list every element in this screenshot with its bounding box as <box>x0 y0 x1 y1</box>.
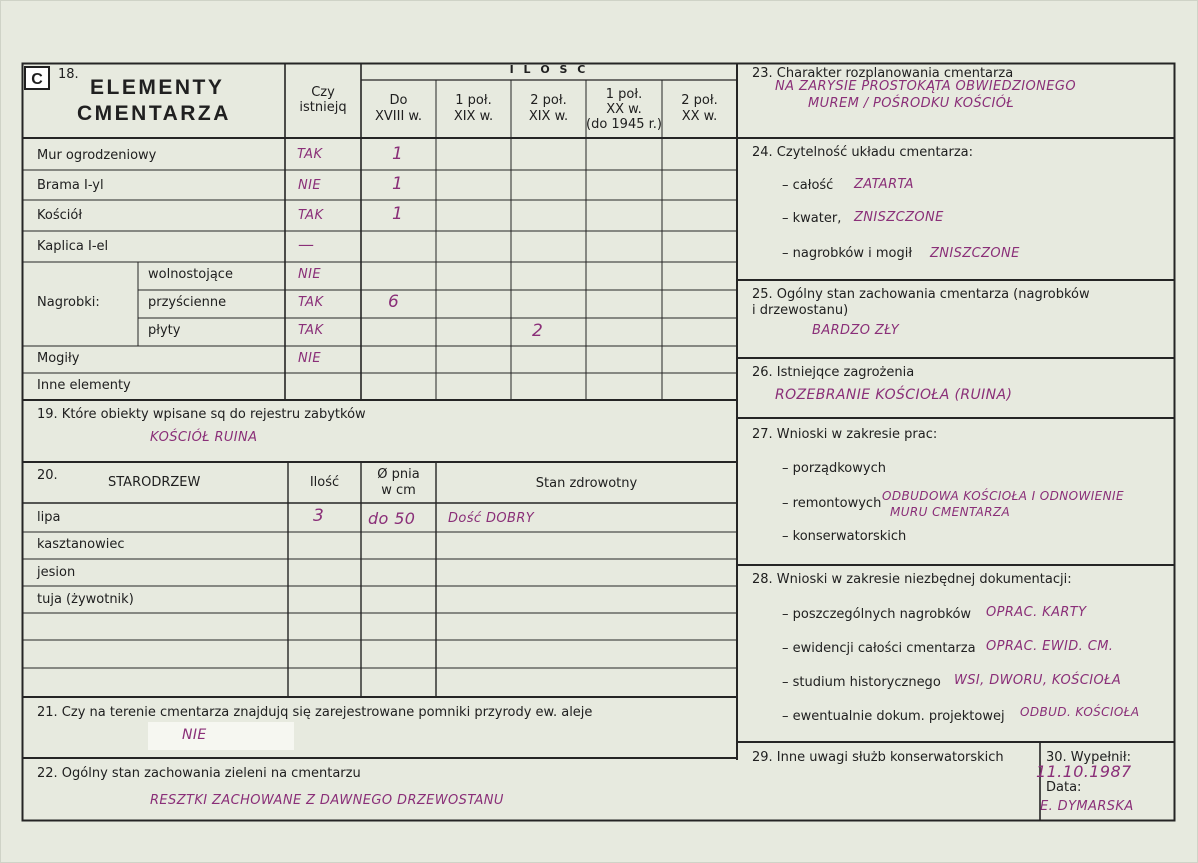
s28-studium: – studium historycznego <box>782 675 941 690</box>
s24-label: 24. Czytelność układu cmentarza: <box>752 145 974 160</box>
col-1pol-xix-line1: 1 poł. <box>455 93 492 108</box>
tree-row-lipa: lipa <box>37 510 61 525</box>
s28-poszczegolnych-answer: OPRAC. KARTY <box>986 605 1087 620</box>
tree-pnia-lipa: do 50 <box>368 509 416 528</box>
s27-remontowych-answer2: MURU CMENTARZA <box>890 505 1011 519</box>
row-label-przyscienne: przyścienne <box>148 295 227 310</box>
s20-title: STARODRZEW <box>108 475 201 490</box>
row-label-mogily: Mogiły <box>37 351 80 366</box>
s25-answer: BARDZO ZŁY <box>812 323 900 338</box>
col-xviii-line1: Do <box>389 93 408 108</box>
s18-col-exists: Czy istniejq <box>299 85 347 115</box>
s30-date-label: Data: <box>1046 780 1082 795</box>
s20-col-ilosc: Ilość <box>309 475 340 490</box>
col-2pol-xx-line2: XX w. <box>681 109 718 124</box>
s28-ewidencji: – ewidencji całości cmentarza <box>782 641 976 656</box>
s20-col-stan: Stan zdrowotny <box>535 476 638 491</box>
tree-row-kasztanowiec: kasztanowiec <box>37 537 125 552</box>
row-label-wolnostojace: wolnostojące <box>148 267 233 282</box>
s18-title-line1: ELEMENTY <box>90 76 225 99</box>
s19-label: 19. Które obiekty wpisane sq do rejestru zabytków <box>37 407 366 422</box>
s24-calosc-label: – całość <box>782 178 834 193</box>
s24-nagrobkow-label: – nagrobków i mogił <box>782 246 913 261</box>
row-exists-kaplica: — <box>298 235 315 254</box>
row-xviii-brama: 1 <box>392 174 404 194</box>
s28-label: 28. Wnioski w zakresie niezbędnej dokumentacji: <box>752 572 1072 587</box>
row-xviii-kosciol: 1 <box>392 204 404 224</box>
row-xix2-plyty: 2 <box>532 321 544 341</box>
s24-kwater-label: – kwater, <box>782 211 842 226</box>
row-label-kosciol: Kościół <box>37 208 83 223</box>
row-exists-mur: TAK <box>297 147 323 162</box>
s22-answer: RESZTKI ZACHOWANE Z DAWNEGO DRZEWOSTANU <box>150 793 504 808</box>
s27-remontowych: – remontowych <box>782 496 882 511</box>
s18-title-line2: CMENTARZA <box>77 102 231 125</box>
row-exists-plyty: TAK <box>298 323 324 338</box>
s23-label: 23. Charakter rozplanowania cmentarza <box>752 66 1014 81</box>
s23-answer-line2: MUREM / POŚRODKU KOŚCIÓŁ <box>808 96 1015 111</box>
s24-kwater-answer: ZNISZCZONE <box>854 210 944 225</box>
tree-row-jesion: jesion <box>37 565 76 580</box>
s19-answer: KOŚCIÓŁ RUINA <box>150 430 258 445</box>
s28-studium-answer: WSI, DWORU, KOŚCIOŁA <box>954 673 1122 688</box>
tree-row-tuja: tuja (żywotnik) <box>37 592 134 607</box>
s27-porzadkowych: – porządkowych <box>782 461 886 476</box>
s30-date-answer: 11.10.1987 <box>1036 762 1132 781</box>
col-2pol-xix-line2: XIX w. <box>528 109 569 124</box>
s20-number: 20. <box>37 468 58 483</box>
s24-nagrobkow-answer: ZNISZCZONE <box>930 246 1020 261</box>
tree-ilosc-lipa: 3 <box>313 506 325 526</box>
s27-remontowych-answer1: ODBUDOWA KOŚCIOŁA I ODNOWIENIE <box>882 489 1124 503</box>
s29-label: 29. Inne uwagi służb konserwatorskich <box>752 750 1004 765</box>
s25-label-line1: 25. Ogólny stan zachowania cmentarza (nagrobków <box>752 287 1090 302</box>
col-2pol-xix-line1: 2 poł. <box>530 93 567 108</box>
row-label-kaplica: Kaplica I-el <box>37 239 109 254</box>
row-exists-wolnostojace: NIE <box>298 267 321 282</box>
s30-label: 30. Wypełnił: <box>1046 750 1131 765</box>
row-exists-kosciol: TAK <box>298 208 324 223</box>
s23-answer-line1: NA ZARYSIE PROSTOKĄTA OBWIEDZIONEGO <box>775 79 1077 94</box>
s20-col-pnia-line2: w cm <box>381 483 416 498</box>
row-xviii-mur: 1 <box>392 144 404 164</box>
row-xviii-przyscienne: 6 <box>388 292 400 312</box>
s28-ewidencji-answer: OPRAC. EWID. CM. <box>986 639 1114 654</box>
s20-col-pnia-line1: Ø pnia <box>377 467 420 482</box>
s18-number: 18. <box>58 67 79 82</box>
s18-ilosc-header: I L O Ś Ć <box>509 63 589 76</box>
s26-answer: ROZEBRANIE KOŚCIOŁA (RUINA) <box>775 387 1013 403</box>
row-exists-przyscienne: TAK <box>298 295 324 310</box>
col-1pol-xx-line3: (do 1945 r.) <box>586 117 662 132</box>
col-xviii-line2: XVIII w. <box>374 109 422 124</box>
col-1pol-xx-line2: XX w. <box>606 102 642 117</box>
s28-ewentualnie: – ewentualnie dokum. projektowej <box>782 709 1005 724</box>
row-label-mur: Mur ogrodzeniowy <box>37 148 157 163</box>
col-1pol-xx-line1: 1 poł. <box>605 87 643 102</box>
s25-label-line2: i drzewostanu) <box>752 303 849 318</box>
col-2pol-xx-line1: 2 poł. <box>681 93 718 108</box>
row-exists-brama: NIE <box>298 178 321 193</box>
s21-label: 21. Czy na terenie cmentarza znajdujq się zarejestrowane pomniki przyrody ew. aleje <box>37 705 593 720</box>
row-label-plyty: płyty <box>148 323 181 338</box>
row-exists-mogily: NIE <box>298 351 321 366</box>
s21-answer: NIE <box>182 727 207 743</box>
tree-stan-lipa: Dość DOBRY <box>448 511 535 526</box>
s26-label: 26. Istniejqce zagrożenia <box>752 365 915 380</box>
s28-ewentualnie-answer: ODBUD. KOŚCIOŁA <box>1020 705 1140 719</box>
row-label-inne: Inne elementy <box>37 378 131 393</box>
s30-name-answer: E. DYMARSKA <box>1040 799 1134 814</box>
nagrobki-label: Nagrobki: <box>37 295 100 310</box>
s28-poszczegolnych: – poszczególnych nagrobków <box>782 607 972 622</box>
section-letter-box: C <box>24 66 50 90</box>
s21-answer-patch <box>148 722 294 750</box>
s27-konserwatorskich: – konserwatorskich <box>782 529 907 544</box>
s22-label: 22. Ogólny stan zachowania zieleni na cmentarzu <box>37 766 361 781</box>
s27-label: 27. Wnioski w zakresie prac: <box>752 427 938 442</box>
s24-calosc-answer: ZATARTA <box>854 177 914 192</box>
row-label-brama: Brama I-yl <box>37 178 104 193</box>
col-1pol-xix-line2: XIX w. <box>453 109 494 124</box>
